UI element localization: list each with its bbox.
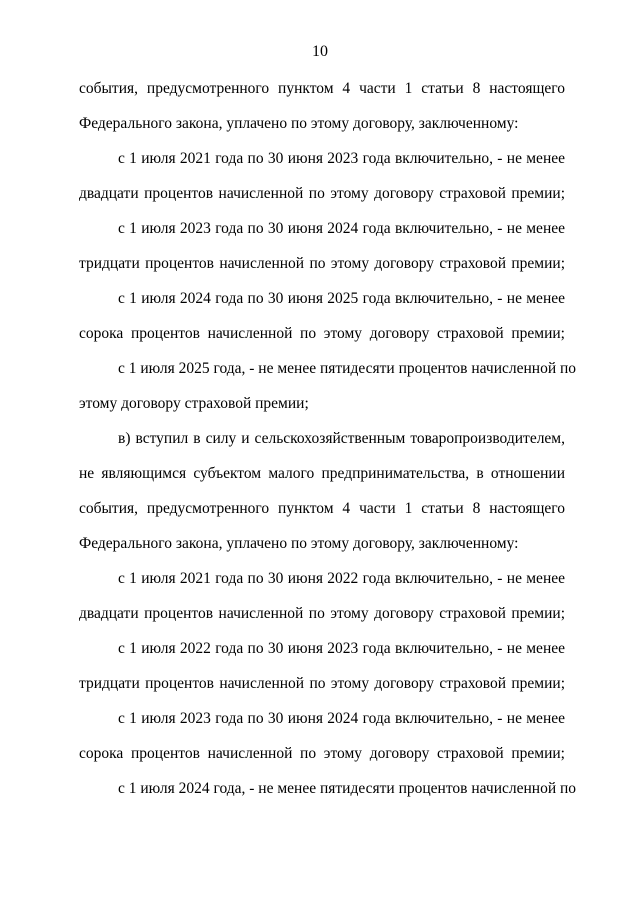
text-line: тридцати процентов начисленной по этому договору страховой премии; [79, 255, 565, 272]
text-line: этому договору страховой премии; [79, 395, 309, 412]
text-line: сорока процентов начисленной по этому договору страховой премии; [79, 325, 565, 342]
page-number: 10 [312, 43, 328, 60]
text-line: с 1 июля 2023 года по 30 июня 2024 года включительно, - не менее [118, 710, 565, 727]
text-line: Федерального закона, уплачено по этому договору, заключенному: [79, 115, 519, 132]
text-line: с 1 июля 2023 года по 30 июня 2024 года включительно, - не менее [118, 220, 565, 237]
text-line: события, предусмотренного пунктом 4 части 1 статьи 8 настоящего [79, 80, 565, 97]
text-line: Федерального закона, уплачено по этому договору, заключенному: [79, 535, 519, 552]
text-line: двадцати процентов начисленной по этому договору страховой премии; [79, 605, 565, 622]
text-line: события, предусмотренного пунктом 4 части 1 статьи 8 настоящего [79, 500, 565, 517]
text-line: тридцати процентов начисленной по этому договору страховой премии; [79, 675, 565, 692]
text-line: с 1 июля 2024 года, - не менее пятидесяти процентов начисленной по [118, 780, 577, 797]
text-line: с 1 июля 2021 года по 30 июня 2022 года включительно, - не менее [118, 570, 565, 587]
text-line: в) вступил в силу и сельскохозяйственным товаропроизводителем, [118, 430, 565, 447]
text-line: с 1 июля 2022 года по 30 июня 2023 года включительно, - не менее [118, 640, 565, 657]
text-line: с 1 июля 2021 года по 30 июня 2023 года включительно, - не менее [118, 150, 565, 167]
text-line: сорока процентов начисленной по этому договору страховой премии; [79, 745, 565, 762]
text-line: не являющимся субъектом малого предпринимательства, в отношении [79, 465, 565, 482]
text-line: с 1 июля 2024 года по 30 июня 2025 года включительно, - не менее [118, 290, 565, 307]
text-line: с 1 июля 2025 года, - не менее пятидесяти процентов начисленной по [118, 360, 577, 377]
text-line: двадцати процентов начисленной по этому договору страховой премии; [79, 185, 565, 202]
